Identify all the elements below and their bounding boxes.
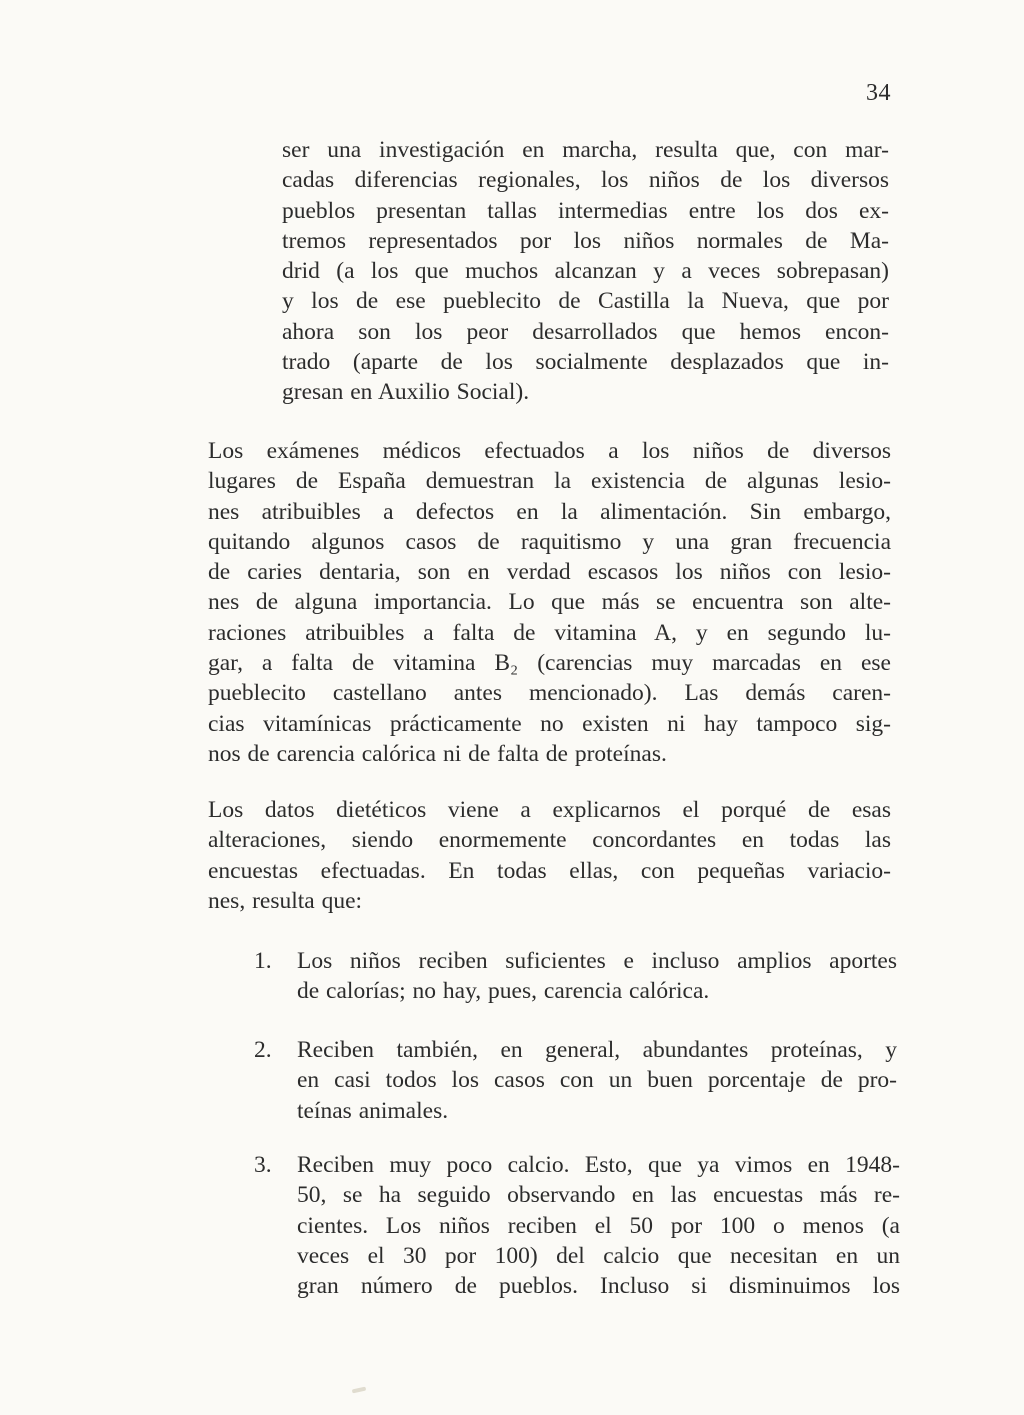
paragraph-1 xyxy=(282,135,889,408)
text-line: nos de carencia calórica ni de falta de proteínas. xyxy=(208,740,667,767)
paper-speck xyxy=(352,1387,367,1394)
text-line: veces el 30 por 100) del calcio que necesitan en un xyxy=(297,1242,900,1269)
text-line: teínas animales. xyxy=(297,1097,449,1124)
list-item-number: 2. xyxy=(254,1037,272,1063)
text-line: Reciben muy poco calcio. Esto, que ya vimos en 1948- xyxy=(297,1152,900,1178)
text-line: gresan en Auxilio Social). xyxy=(282,379,530,406)
text-line: ser una investigación en marcha, resulta que, con mar- xyxy=(282,137,889,163)
text-line: cientes. Los niños reciben el 50 por 100 o menos (a xyxy=(297,1212,900,1239)
text-line: nes, resulta que: xyxy=(208,887,363,914)
text-line: pueblecito castellano antes mencionado). Las demás caren- xyxy=(208,680,891,707)
list-item-number: 3. xyxy=(254,1152,272,1178)
text-line: pueblos presentan tallas intermedias entre los dos ex- xyxy=(282,197,889,224)
text-line: Los datos dietéticos viene a explicarnos el porqué de esas xyxy=(208,797,891,823)
text-line: y los de ese pueblecito de Castilla la Nueva, que por xyxy=(282,288,889,315)
text-line: lugares de España demuestran la existencia de algunas lesio- xyxy=(208,468,891,495)
page-number: 34 xyxy=(866,80,891,106)
text-line: de calorías; no hay, pues, carencia calórica. xyxy=(297,978,710,1005)
text-line: trado (aparte de los socialmente desplazados que in- xyxy=(282,349,889,376)
text-line: en casi todos los casos con un buen porcentaje de pro- xyxy=(297,1067,897,1094)
text-line: gar, a falta de vitamina B₂ (carencias muy marcadas en ese xyxy=(208,650,891,677)
text-line: Reciben también, en general, abundantes proteínas, y xyxy=(297,1037,897,1063)
text-line: alteraciones, siendo enormemente concordantes en todas las xyxy=(208,827,891,854)
text-line: ahora son los peor desarrollados que hemos encon- xyxy=(282,318,889,345)
list-item-2 xyxy=(297,1035,897,1126)
paragraph-3 xyxy=(208,795,891,916)
text-line: cadas diferencias regionales, los niños de los diversos xyxy=(282,167,889,194)
text-line: cias vitamínicas prácticamente no existen ni hay tampoco sig- xyxy=(208,710,891,737)
text-line: Los exámenes médicos efectuados a los niños de diversos xyxy=(208,438,891,464)
text-line: tremos representados por los niños normales de Ma- xyxy=(282,227,889,254)
text-line: encuestas efectuadas. En todas ellas, con pequeñas variacio- xyxy=(208,857,891,884)
text-line: quitando algunos casos de raquitismo y una gran frecuencia xyxy=(208,528,891,555)
text-line: Los niños reciben suficientes e incluso amplios aportes xyxy=(297,948,897,974)
paragraph-2 xyxy=(208,436,891,769)
text-line: nes atribuibles a defectos en la alimentación. Sin embargo, xyxy=(208,498,891,525)
text-line: nes de alguna importancia. Lo que más se encuentra son alte- xyxy=(208,589,891,616)
text-line: drid (a los que muchos alcanzan y a veces sobrepasan) xyxy=(282,258,889,285)
text-line: 50, se ha seguido observando en las encuestas más re- xyxy=(297,1182,900,1209)
list-item-3 xyxy=(297,1150,900,1301)
text-line: raciones atribuibles a falta de vitamina A, y en segundo lu- xyxy=(208,619,891,646)
text-line: de caries dentaria, son en verdad escasos los niños con lesio- xyxy=(208,559,891,586)
list-item-1 xyxy=(297,946,897,1007)
list-item-number: 1. xyxy=(254,948,272,974)
text-line: gran número de pueblos. Incluso si disminuimos los xyxy=(297,1273,900,1300)
